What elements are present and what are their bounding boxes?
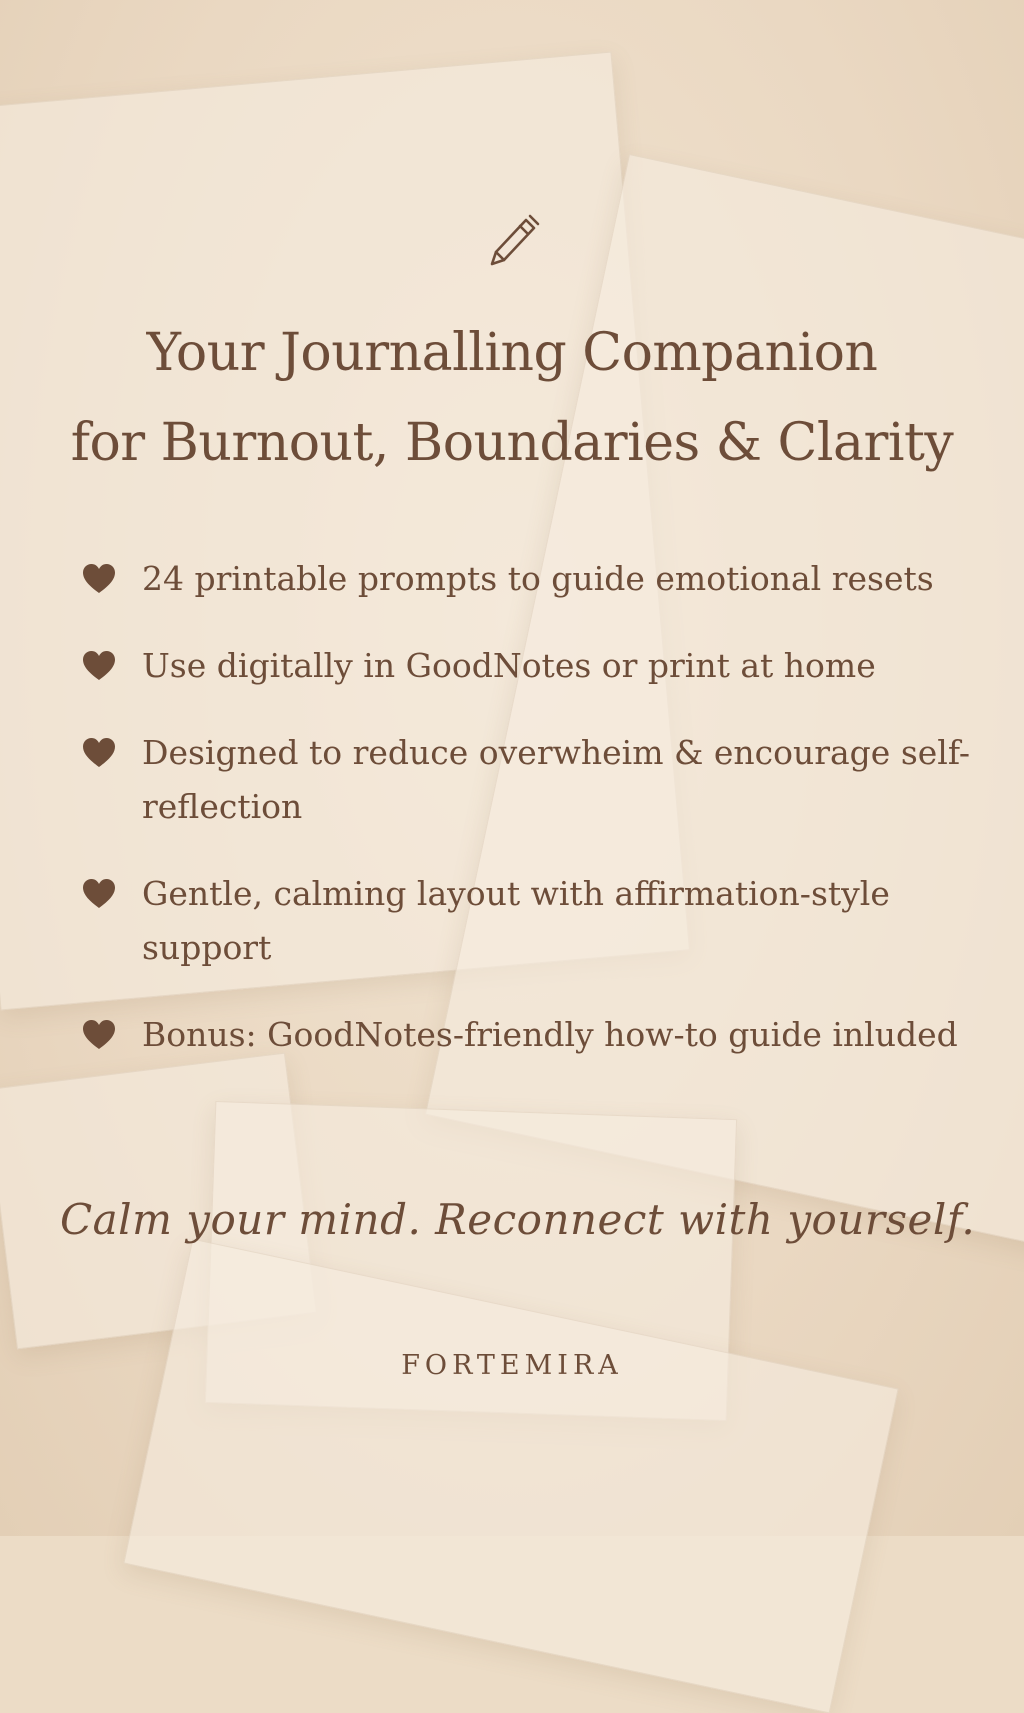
feature-text: 24 printable prompts to guide emotional resets bbox=[142, 559, 934, 598]
feature-text: Gentle, calming layout with affirmation-style support bbox=[142, 874, 890, 967]
feature-list bbox=[82, 552, 1012, 1095]
heart-icon bbox=[82, 878, 116, 910]
brand-name: FORTEMIRA bbox=[401, 1350, 623, 1381]
heart-icon bbox=[82, 563, 116, 595]
pen-icon bbox=[486, 212, 542, 270]
title-line-1: Your Journalling Companion bbox=[146, 323, 878, 383]
feature-item bbox=[82, 1008, 1012, 1062]
feature-item bbox=[82, 552, 1012, 606]
heart-icon bbox=[82, 1019, 116, 1051]
feature-text: Use digitally in GoodNotes or print at home bbox=[142, 646, 876, 685]
heart-icon bbox=[82, 650, 116, 682]
feature-text: Designed to reduce overwheim & encourage self-reflection bbox=[142, 733, 971, 826]
heart-icon bbox=[82, 737, 116, 769]
page-title bbox=[40, 308, 984, 488]
title-line-2: for Burnout, Boundaries & Clarity bbox=[70, 413, 954, 473]
feature-item bbox=[82, 726, 1012, 834]
feature-item bbox=[82, 867, 1012, 975]
tagline: Calm your mind. Reconnect with yourself. bbox=[60, 1195, 976, 1244]
feature-text: Bonus: GoodNotes-friendly how-to guide inluded bbox=[142, 1015, 958, 1054]
feature-item bbox=[82, 639, 1012, 693]
